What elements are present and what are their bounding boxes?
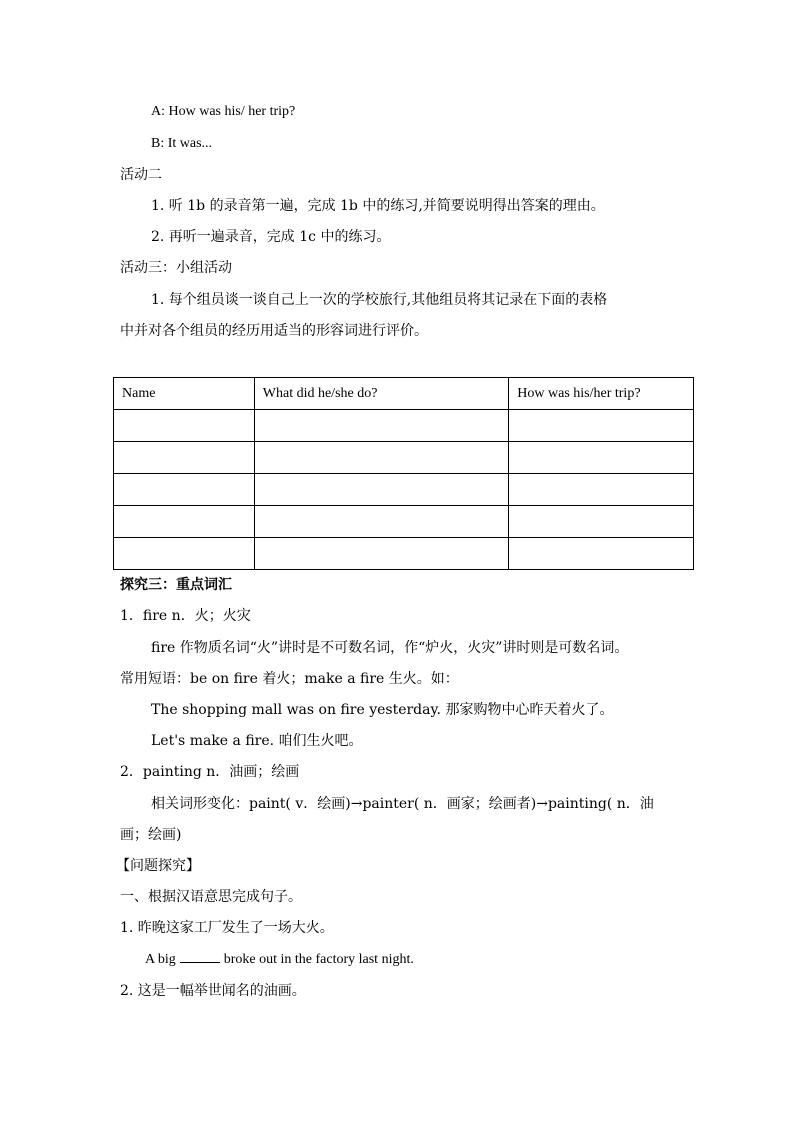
table-cell[interactable] — [114, 474, 255, 506]
table-row — [114, 474, 694, 506]
dialogue-a: A: How was his/ her trip? — [151, 104, 296, 119]
table-cell[interactable] — [509, 410, 694, 442]
table-cell[interactable] — [509, 474, 694, 506]
table-row — [114, 410, 694, 442]
table-cell[interactable] — [509, 506, 694, 538]
explore3-title: 探究三：重点词汇 — [120, 577, 232, 593]
question1-english — [145, 950, 414, 969]
table-header-row — [114, 378, 694, 410]
header-trip: How was his/her trip? — [509, 378, 694, 410]
activity3-title: 活动三：小组活动 — [120, 260, 232, 276]
word1-heading: 1．fire n．火；火灾 — [120, 608, 251, 624]
word2-heading: 2．painting n．油画；绘画 — [120, 764, 300, 780]
table-cell[interactable] — [254, 538, 509, 570]
activity2-title: 活动二 — [120, 167, 162, 183]
question1: 1. 昨晚这家工厂发生了一场大火。 — [120, 920, 334, 936]
question1-english-post: broke out in the factory last night. — [223, 952, 414, 967]
answer-blank[interactable] — [180, 950, 220, 963]
section1-heading: 一、根据汉语意思完成句子。 — [120, 889, 302, 905]
activity3-item1-line1: 1. 每个组员谈一谈自己上一次的学校旅行,其他组员将其记录在下面的表格 — [151, 292, 608, 308]
table-row — [114, 506, 694, 538]
table-cell[interactable] — [114, 442, 255, 474]
table-cell[interactable] — [509, 442, 694, 474]
table-cell[interactable] — [254, 474, 509, 506]
table-cell[interactable] — [254, 410, 509, 442]
word2-line1: 相关词形变化：paint( v．绘画)→painter( n．画家；绘画者)→painting( n．油 — [151, 796, 654, 812]
word1-example2: Let's make a fire. 咱们生火吧。 — [151, 733, 363, 749]
activity3-item1-line2: 中并对各个组员的经历用适当的形容词进行评价。 — [120, 323, 428, 339]
table-cell[interactable] — [254, 506, 509, 538]
activity2-item1: 1. 听 1b 的录音第一遍，完成 1b 中的练习,并简要说明得出答案的理由。 — [151, 198, 605, 214]
table-cell[interactable] — [114, 538, 255, 570]
table-row — [114, 538, 694, 570]
header-name: Name — [114, 378, 255, 410]
word1-example1: The shopping mall was on fire yesterday. 那家购物中心昨天着火了。 — [151, 702, 614, 718]
table-cell[interactable] — [114, 506, 255, 538]
header-activity: What did he/she do? — [254, 378, 509, 410]
record-table — [113, 377, 694, 570]
dialogue-b: B: It was... — [151, 136, 213, 151]
activity2-item2: 2. 再听一遍录音，完成 1c 中的练习。 — [151, 229, 391, 245]
question1-english-pre: A big — [145, 952, 176, 967]
question2: 2. 这是一幅举世闻名的油画。 — [120, 983, 306, 999]
table-row — [114, 442, 694, 474]
word1-line2: 常用短语：be on fire 着火；make a fire 生火。如： — [120, 671, 459, 687]
word2-line2: 画；绘画) — [120, 827, 182, 843]
word1-line1: fire 作物质名词“火”讲时是不可数名词，作“炉火，火灾”讲时则是可数名词。 — [151, 640, 629, 656]
table-cell[interactable] — [509, 538, 694, 570]
problem-title: 【问题探究】 — [116, 858, 200, 874]
table-cell[interactable] — [254, 442, 509, 474]
table-cell[interactable] — [114, 410, 255, 442]
